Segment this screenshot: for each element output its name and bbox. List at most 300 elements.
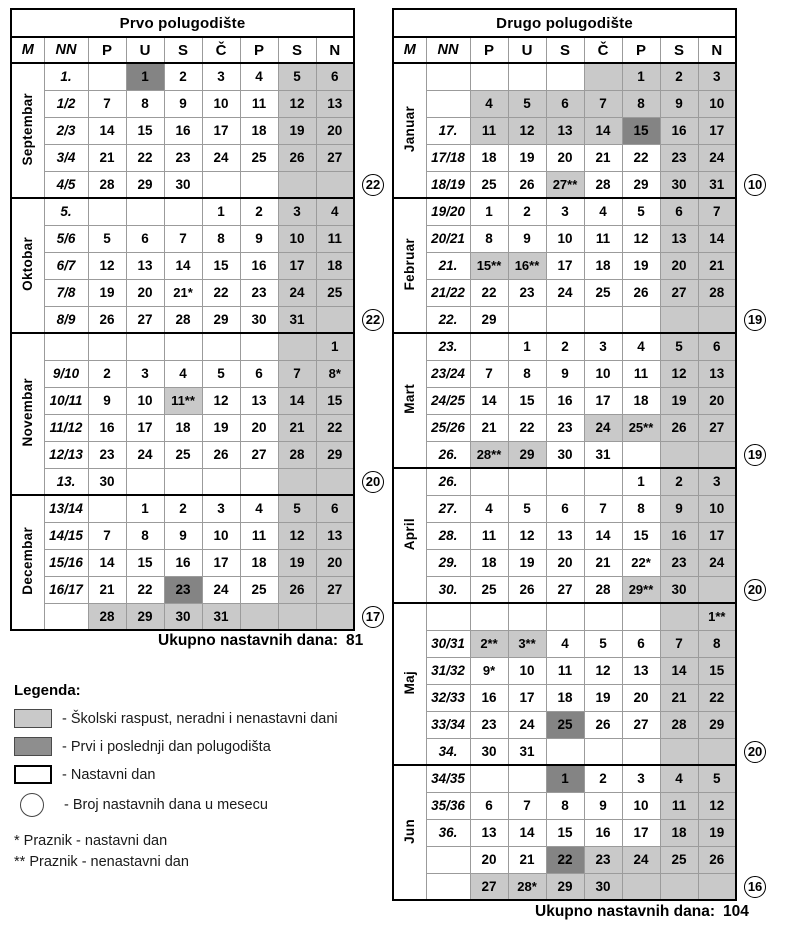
calendar-day[interactable]: 26 [278, 576, 316, 603]
calendar-day[interactable]: 24 [202, 144, 240, 171]
calendar-day[interactable]: 20 [698, 387, 736, 414]
calendar-day[interactable]: 14 [470, 387, 508, 414]
calendar-day[interactable]: 2 [546, 333, 584, 360]
calendar-day[interactable]: 11 [240, 90, 278, 117]
calendar-day[interactable]: 23 [660, 144, 698, 171]
calendar-day[interactable]: 4 [240, 495, 278, 522]
calendar-day[interactable]: 19 [202, 414, 240, 441]
calendar-day[interactable]: 15 [622, 522, 660, 549]
calendar-day[interactable]: 5 [698, 765, 736, 792]
calendar-day[interactable]: 21 [660, 684, 698, 711]
calendar-day[interactable]: 20 [546, 144, 584, 171]
calendar-day[interactable] [508, 306, 546, 333]
calendar-day[interactable]: 24 [508, 711, 546, 738]
calendar-day[interactable]: 29 [470, 306, 508, 333]
calendar-day[interactable]: 2** [470, 630, 508, 657]
calendar-day[interactable]: 7 [278, 360, 316, 387]
calendar-day[interactable]: 8 [622, 495, 660, 522]
calendar-day[interactable]: 5 [278, 63, 316, 90]
calendar-day[interactable] [316, 603, 354, 630]
calendar-day[interactable]: 5 [508, 495, 546, 522]
calendar-day[interactable]: 13 [470, 819, 508, 846]
calendar-day[interactable]: 25 [660, 846, 698, 873]
calendar-day[interactable] [240, 171, 278, 198]
calendar-day[interactable]: 7 [88, 522, 126, 549]
calendar-day[interactable] [584, 306, 622, 333]
calendar-day[interactable]: 6 [240, 360, 278, 387]
calendar-day[interactable]: 26 [584, 711, 622, 738]
calendar-day[interactable]: 8 [508, 360, 546, 387]
calendar-day[interactable]: 10 [202, 90, 240, 117]
calendar-day[interactable]: 12 [278, 90, 316, 117]
calendar-day[interactable]: 1 [508, 333, 546, 360]
calendar-day[interactable]: 26 [622, 279, 660, 306]
calendar-day[interactable]: 3 [202, 63, 240, 90]
calendar-day[interactable]: 20 [470, 846, 508, 873]
calendar-day[interactable] [202, 171, 240, 198]
calendar-day[interactable]: 6 [546, 90, 584, 117]
calendar-day[interactable] [278, 468, 316, 495]
calendar-day[interactable]: 2 [508, 198, 546, 225]
calendar-day[interactable]: 30 [88, 468, 126, 495]
calendar-day[interactable] [278, 603, 316, 630]
calendar-day[interactable] [508, 765, 546, 792]
calendar-day[interactable]: 8 [202, 225, 240, 252]
calendar-day[interactable]: 6 [622, 630, 660, 657]
calendar-day[interactable]: 28 [88, 171, 126, 198]
calendar-day[interactable]: 15 [316, 387, 354, 414]
calendar-day[interactable]: 9 [660, 90, 698, 117]
calendar-day[interactable]: 5 [88, 225, 126, 252]
calendar-day[interactable]: 27 [698, 414, 736, 441]
calendar-day[interactable]: 3 [584, 333, 622, 360]
calendar-day[interactable]: 7 [508, 792, 546, 819]
calendar-day[interactable]: 5 [584, 630, 622, 657]
calendar-day[interactable]: 13 [660, 225, 698, 252]
calendar-day[interactable]: 10 [698, 90, 736, 117]
calendar-day[interactable] [584, 468, 622, 495]
calendar-day[interactable]: 24 [584, 414, 622, 441]
calendar-day[interactable]: 10 [508, 657, 546, 684]
calendar-day[interactable]: 9 [88, 387, 126, 414]
calendar-day[interactable]: 2 [660, 63, 698, 90]
calendar-day[interactable]: 25 [164, 441, 202, 468]
calendar-day[interactable]: 6 [470, 792, 508, 819]
calendar-day[interactable]: 25** [622, 414, 660, 441]
calendar-day[interactable] [470, 468, 508, 495]
calendar-day[interactable]: 3** [508, 630, 546, 657]
calendar-day[interactable]: 30 [546, 441, 584, 468]
calendar-day[interactable]: 28 [278, 441, 316, 468]
calendar-day[interactable]: 30 [240, 306, 278, 333]
calendar-day[interactable]: 23 [470, 711, 508, 738]
calendar-day[interactable] [584, 738, 622, 765]
calendar-day[interactable]: 4 [240, 63, 278, 90]
calendar-day[interactable]: 15 [698, 657, 736, 684]
calendar-day[interactable]: 5 [660, 333, 698, 360]
calendar-day[interactable]: 10 [698, 495, 736, 522]
calendar-day[interactable]: 10 [126, 387, 164, 414]
calendar-day[interactable]: 25 [240, 144, 278, 171]
calendar-day[interactable]: 16 [660, 117, 698, 144]
calendar-day[interactable]: 10 [278, 225, 316, 252]
calendar-day[interactable]: 9 [508, 225, 546, 252]
calendar-day[interactable]: 7 [88, 90, 126, 117]
calendar-day[interactable] [698, 873, 736, 900]
calendar-day[interactable]: 14 [698, 225, 736, 252]
calendar-day[interactable] [584, 63, 622, 90]
calendar-day[interactable]: 4 [660, 765, 698, 792]
calendar-day[interactable]: 24 [698, 549, 736, 576]
calendar-day[interactable]: 2 [660, 468, 698, 495]
calendar-day[interactable]: 28 [584, 576, 622, 603]
calendar-day[interactable]: 23 [240, 279, 278, 306]
calendar-day[interactable]: 15 [126, 549, 164, 576]
calendar-day[interactable]: 20 [316, 117, 354, 144]
calendar-day[interactable] [202, 468, 240, 495]
calendar-day[interactable]: 8 [470, 225, 508, 252]
calendar-day[interactable] [470, 63, 508, 90]
calendar-day[interactable]: 25 [470, 171, 508, 198]
calendar-day[interactable] [126, 333, 164, 360]
calendar-day[interactable]: 5 [278, 495, 316, 522]
calendar-day[interactable]: 21* [164, 279, 202, 306]
calendar-day[interactable]: 3 [546, 198, 584, 225]
calendar-day[interactable]: 29 [126, 603, 164, 630]
calendar-day[interactable]: 24 [698, 144, 736, 171]
calendar-day[interactable]: 13 [546, 117, 584, 144]
calendar-day[interactable]: 19 [508, 144, 546, 171]
calendar-day[interactable]: 22 [202, 279, 240, 306]
calendar-day[interactable]: 8* [316, 360, 354, 387]
calendar-day[interactable]: 3 [698, 468, 736, 495]
calendar-day[interactable]: 3 [622, 765, 660, 792]
calendar-day[interactable]: 17 [202, 117, 240, 144]
calendar-day[interactable]: 30 [584, 873, 622, 900]
calendar-day[interactable] [316, 306, 354, 333]
calendar-day[interactable]: 11** [164, 387, 202, 414]
calendar-day[interactable] [240, 603, 278, 630]
calendar-day[interactable]: 26 [508, 576, 546, 603]
calendar-day[interactable] [698, 306, 736, 333]
calendar-day[interactable]: 8 [126, 90, 164, 117]
calendar-day[interactable]: 16** [508, 252, 546, 279]
calendar-day[interactable]: 23 [508, 279, 546, 306]
calendar-day[interactable] [622, 738, 660, 765]
calendar-day[interactable]: 22 [126, 144, 164, 171]
calendar-day[interactable]: 30 [660, 171, 698, 198]
calendar-day[interactable]: 13 [546, 522, 584, 549]
calendar-day[interactable]: 3 [698, 63, 736, 90]
calendar-day[interactable] [278, 171, 316, 198]
calendar-day[interactable]: 17 [202, 549, 240, 576]
calendar-day[interactable]: 1 [202, 198, 240, 225]
calendar-day[interactable] [88, 495, 126, 522]
calendar-day[interactable] [698, 576, 736, 603]
calendar-day[interactable]: 9 [584, 792, 622, 819]
calendar-day[interactable]: 17 [126, 414, 164, 441]
calendar-day[interactable]: 24 [126, 441, 164, 468]
calendar-day[interactable]: 20 [240, 414, 278, 441]
calendar-day[interactable] [546, 738, 584, 765]
calendar-day[interactable]: 19 [584, 684, 622, 711]
calendar-day[interactable]: 22 [698, 684, 736, 711]
calendar-day[interactable]: 21 [584, 144, 622, 171]
calendar-day[interactable]: 9* [470, 657, 508, 684]
calendar-day[interactable]: 19 [278, 117, 316, 144]
calendar-day[interactable]: 23 [164, 144, 202, 171]
calendar-day[interactable]: 22 [546, 846, 584, 873]
calendar-day[interactable] [698, 441, 736, 468]
calendar-day[interactable] [470, 603, 508, 630]
calendar-day[interactable]: 26 [660, 414, 698, 441]
calendar-day[interactable]: 12 [88, 252, 126, 279]
calendar-day[interactable]: 28 [164, 306, 202, 333]
calendar-day[interactable]: 17 [698, 117, 736, 144]
calendar-day[interactable]: 27** [546, 171, 584, 198]
calendar-day[interactable]: 29** [622, 576, 660, 603]
calendar-day[interactable] [470, 333, 508, 360]
calendar-day[interactable]: 28 [88, 603, 126, 630]
calendar-day[interactable]: 6 [660, 198, 698, 225]
calendar-day[interactable]: 18 [622, 387, 660, 414]
calendar-day[interactable]: 1 [622, 468, 660, 495]
calendar-day[interactable]: 4 [622, 333, 660, 360]
calendar-day[interactable]: 3 [202, 495, 240, 522]
calendar-day[interactable]: 16 [660, 522, 698, 549]
calendar-day[interactable]: 29 [546, 873, 584, 900]
calendar-day[interactable] [240, 468, 278, 495]
calendar-day[interactable]: 17 [698, 522, 736, 549]
calendar-day[interactable]: 16 [88, 414, 126, 441]
calendar-day[interactable]: 7 [584, 495, 622, 522]
calendar-day[interactable]: 6 [698, 333, 736, 360]
calendar-day[interactable]: 18 [470, 144, 508, 171]
calendar-day[interactable]: 22 [470, 279, 508, 306]
calendar-day[interactable]: 1 [126, 495, 164, 522]
calendar-day[interactable] [546, 603, 584, 630]
calendar-day[interactable]: 13 [240, 387, 278, 414]
calendar-day[interactable]: 19 [278, 549, 316, 576]
calendar-day[interactable]: 10 [546, 225, 584, 252]
calendar-day[interactable]: 19 [88, 279, 126, 306]
calendar-day[interactable]: 18 [470, 549, 508, 576]
calendar-day[interactable] [88, 63, 126, 90]
calendar-day[interactable]: 8 [546, 792, 584, 819]
calendar-day[interactable] [622, 603, 660, 630]
calendar-day[interactable]: 22* [622, 549, 660, 576]
calendar-day[interactable]: 12 [278, 522, 316, 549]
calendar-day[interactable]: 5 [622, 198, 660, 225]
calendar-day[interactable]: 5 [508, 90, 546, 117]
calendar-day[interactable]: 8 [698, 630, 736, 657]
calendar-day[interactable]: 22 [126, 576, 164, 603]
calendar-day[interactable]: 7 [660, 630, 698, 657]
calendar-day[interactable]: 9 [546, 360, 584, 387]
calendar-day[interactable]: 19 [622, 252, 660, 279]
calendar-day[interactable]: 15 [126, 117, 164, 144]
calendar-day[interactable]: 12 [202, 387, 240, 414]
calendar-day[interactable]: 24 [278, 279, 316, 306]
calendar-day[interactable]: 12 [508, 522, 546, 549]
calendar-day[interactable]: 1** [698, 603, 736, 630]
calendar-day[interactable]: 6 [546, 495, 584, 522]
calendar-day[interactable] [660, 603, 698, 630]
calendar-day[interactable]: 19 [698, 819, 736, 846]
calendar-day[interactable]: 15 [546, 819, 584, 846]
calendar-day[interactable]: 11 [546, 657, 584, 684]
calendar-day[interactable]: 17 [622, 819, 660, 846]
calendar-day[interactable]: 21 [88, 144, 126, 171]
calendar-day[interactable]: 16 [164, 549, 202, 576]
calendar-day[interactable]: 11 [316, 225, 354, 252]
calendar-day[interactable]: 29 [508, 441, 546, 468]
calendar-day[interactable] [660, 738, 698, 765]
calendar-day[interactable] [508, 603, 546, 630]
calendar-day[interactable]: 26 [88, 306, 126, 333]
calendar-day[interactable]: 10 [202, 522, 240, 549]
calendar-day[interactable]: 27 [316, 576, 354, 603]
calendar-day[interactable]: 1 [546, 765, 584, 792]
calendar-day[interactable]: 2 [164, 495, 202, 522]
calendar-day[interactable]: 3 [278, 198, 316, 225]
calendar-day[interactable] [202, 333, 240, 360]
calendar-day[interactable] [622, 873, 660, 900]
calendar-day[interactable]: 16 [546, 387, 584, 414]
calendar-day[interactable]: 20 [316, 549, 354, 576]
calendar-day[interactable]: 20 [546, 549, 584, 576]
calendar-day[interactable]: 11 [470, 522, 508, 549]
calendar-day[interactable]: 18 [584, 252, 622, 279]
calendar-day[interactable]: 15 [508, 387, 546, 414]
calendar-day[interactable] [88, 198, 126, 225]
calendar-day[interactable]: 15** [470, 252, 508, 279]
calendar-day[interactable]: 14 [88, 549, 126, 576]
calendar-day[interactable]: 25 [316, 279, 354, 306]
calendar-day[interactable]: 14 [278, 387, 316, 414]
calendar-day[interactable] [164, 333, 202, 360]
calendar-day[interactable]: 31 [202, 603, 240, 630]
calendar-day[interactable]: 18 [240, 117, 278, 144]
calendar-day[interactable]: 24 [622, 846, 660, 873]
calendar-day[interactable]: 9 [164, 90, 202, 117]
calendar-day[interactable]: 12 [508, 117, 546, 144]
calendar-day[interactable]: 21 [698, 252, 736, 279]
calendar-day[interactable]: 16 [584, 819, 622, 846]
calendar-day[interactable]: 29 [316, 441, 354, 468]
calendar-day[interactable]: 6 [126, 225, 164, 252]
calendar-day[interactable]: 23 [164, 576, 202, 603]
calendar-day[interactable]: 14 [660, 657, 698, 684]
calendar-day[interactable]: 18 [660, 819, 698, 846]
calendar-day[interactable]: 13 [622, 657, 660, 684]
calendar-day[interactable]: 11 [584, 225, 622, 252]
calendar-day[interactable]: 27 [316, 144, 354, 171]
calendar-day[interactable]: 26 [278, 144, 316, 171]
calendar-day[interactable]: 4 [470, 495, 508, 522]
calendar-day[interactable]: 11 [622, 360, 660, 387]
calendar-day[interactable]: 17 [508, 684, 546, 711]
calendar-day[interactable]: 31 [278, 306, 316, 333]
calendar-day[interactable]: 12 [698, 792, 736, 819]
calendar-day[interactable]: 23 [660, 549, 698, 576]
calendar-day[interactable]: 22 [508, 414, 546, 441]
calendar-day[interactable]: 18 [546, 684, 584, 711]
calendar-day[interactable] [622, 441, 660, 468]
calendar-day[interactable]: 24 [202, 576, 240, 603]
calendar-day[interactable] [316, 171, 354, 198]
calendar-day[interactable] [660, 873, 698, 900]
calendar-day[interactable]: 23 [88, 441, 126, 468]
calendar-day[interactable]: 20 [622, 684, 660, 711]
calendar-day[interactable]: 12 [660, 360, 698, 387]
calendar-day[interactable]: 20 [660, 252, 698, 279]
calendar-day[interactable]: 11 [470, 117, 508, 144]
calendar-day[interactable]: 7 [698, 198, 736, 225]
calendar-day[interactable]: 31 [698, 171, 736, 198]
calendar-day[interactable]: 26 [202, 441, 240, 468]
calendar-day[interactable]: 19 [660, 387, 698, 414]
calendar-day[interactable] [546, 306, 584, 333]
calendar-day[interactable]: 11 [240, 522, 278, 549]
calendar-day[interactable]: 25 [584, 279, 622, 306]
calendar-day[interactable]: 23 [584, 846, 622, 873]
calendar-day[interactable] [660, 306, 698, 333]
calendar-day[interactable]: 14 [584, 117, 622, 144]
calendar-day[interactable]: 7 [164, 225, 202, 252]
calendar-day[interactable]: 4 [164, 360, 202, 387]
calendar-day[interactable]: 21 [278, 414, 316, 441]
calendar-day[interactable] [470, 765, 508, 792]
calendar-day[interactable]: 10 [622, 792, 660, 819]
calendar-day[interactable]: 8 [622, 90, 660, 117]
calendar-day[interactable]: 29 [698, 711, 736, 738]
calendar-day[interactable]: 4 [584, 198, 622, 225]
calendar-day[interactable]: 6 [316, 63, 354, 90]
calendar-day[interactable]: 22 [316, 414, 354, 441]
calendar-day[interactable]: 1 [316, 333, 354, 360]
calendar-day[interactable]: 14 [508, 819, 546, 846]
calendar-day[interactable]: 23 [546, 414, 584, 441]
calendar-day[interactable]: 29 [126, 171, 164, 198]
calendar-day[interactable]: 28 [698, 279, 736, 306]
calendar-day[interactable]: 7 [470, 360, 508, 387]
calendar-day[interactable]: 21 [470, 414, 508, 441]
calendar-day[interactable]: 25 [546, 711, 584, 738]
calendar-day[interactable]: 28 [584, 171, 622, 198]
calendar-day[interactable]: 27 [622, 711, 660, 738]
calendar-day[interactable]: 18 [316, 252, 354, 279]
calendar-day[interactable]: 13 [698, 360, 736, 387]
calendar-day[interactable]: 1 [622, 63, 660, 90]
calendar-day[interactable]: 31 [584, 441, 622, 468]
calendar-day[interactable]: 24 [546, 279, 584, 306]
calendar-day[interactable]: 14 [88, 117, 126, 144]
calendar-day[interactable]: 14 [584, 522, 622, 549]
calendar-day[interactable] [126, 198, 164, 225]
calendar-day[interactable]: 20 [126, 279, 164, 306]
calendar-day[interactable]: 27 [546, 576, 584, 603]
calendar-day[interactable]: 17 [546, 252, 584, 279]
calendar-day[interactable] [278, 333, 316, 360]
calendar-day[interactable]: 1 [126, 63, 164, 90]
calendar-day[interactable]: 2 [584, 765, 622, 792]
calendar-day[interactable]: 15 [622, 117, 660, 144]
calendar-day[interactable] [164, 468, 202, 495]
calendar-day[interactable]: 9 [240, 225, 278, 252]
calendar-day[interactable]: 2 [88, 360, 126, 387]
calendar-day[interactable]: 30 [660, 576, 698, 603]
